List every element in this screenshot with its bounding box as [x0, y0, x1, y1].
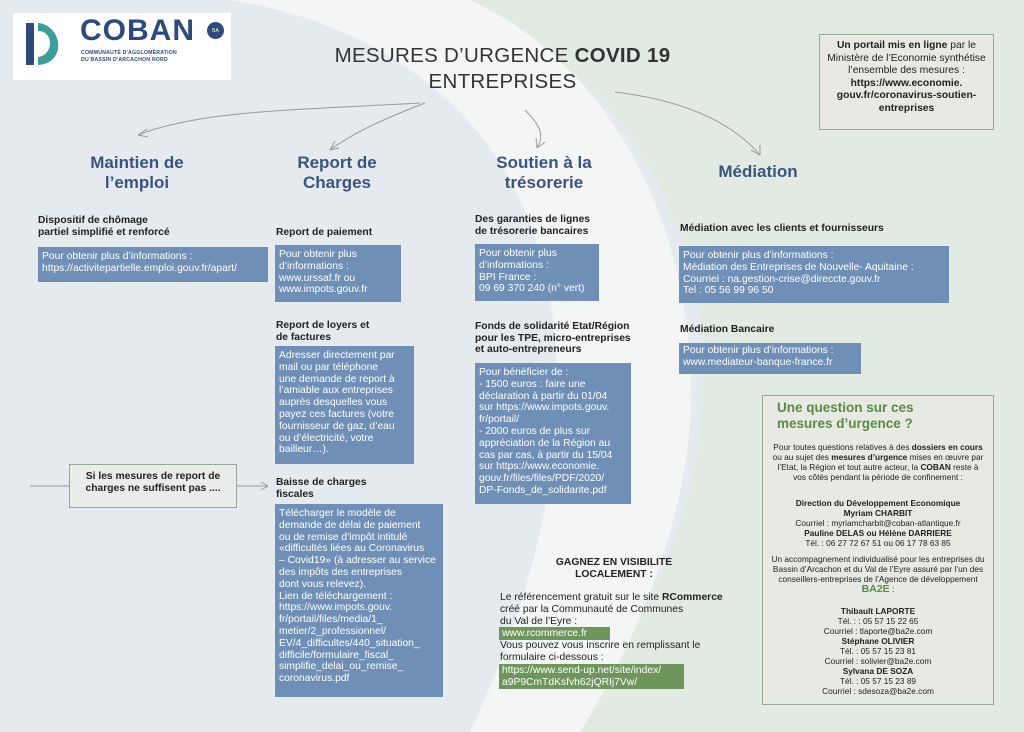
- link-impots-portail[interactable]: sur https://www.impots.gouv.: [479, 402, 610, 414]
- label-baisse-charges-fiscales: Baisse de charges fiscales: [276, 477, 367, 500]
- coban-logo-icon: [22, 21, 68, 67]
- link-impots[interactable]: www.impots.gouv.fr: [279, 284, 368, 296]
- box-mediation-bancaire: Pour obtenir plus d’informations : www.mediateur-banque-france.fr: [679, 343, 861, 374]
- logo-name: COBAN: [80, 14, 195, 47]
- contact3-email[interactable]: Courriel : tlaporte@ba2e.com: [823, 626, 933, 636]
- contact4-email[interactable]: Courriel : solivier@ba2e.com: [824, 656, 932, 666]
- heading-maintien-emploi: Maintien de l’emploi: [90, 153, 184, 192]
- label-mediation-bancaire: Médiation Bancaire: [680, 324, 775, 335]
- label-report-paiement: Report de paiement: [276, 227, 373, 238]
- portal-link[interactable]: https://www.economie. gouv.fr/coronavirus-soutien- entreprises: [836, 77, 977, 114]
- heading-soutien-tresorerie: Soutien à la trésorerie: [496, 153, 592, 192]
- link-urssaf[interactable]: www.urssaf.fr ou: [279, 272, 356, 284]
- visibilite-inscription-text: Vous pouvez vous inscrire en remplissant le formulaire ci-dessous :: [500, 640, 701, 663]
- logo-badge: BA: [207, 22, 224, 39]
- visibilite-text: Le référencement gratuit sur le site RCommerce créé par la Communauté de Communes du Val de l’Eyre :: [500, 592, 723, 627]
- contact5-email[interactable]: Courriel : sdesoza@ba2e.com: [822, 686, 934, 696]
- visibilite-title: GAGNEZ EN VISIBILITE LOCALEMENT :: [555, 557, 673, 581]
- box-baisse-charges-fiscales: Télécharger le modèle de demande de délai de paiement ou de remise d’impôt intitulé «difficultés liées au Coronavirus – Covid19» (à adresser au service des impôts des entreprises dont vous relevez). Lien de téléchargement : https://www.impots.gouv. fr/portail/files/media/1_ metier/2_professionnel/ EV/4_difficultes/440_situation_ difficile/formulaire_fiscal_ simplifie_delai_ou_remise_ coronavirus.pdf: [275, 504, 443, 697]
- box-report-paiement: Pour obtenir plus d’informations : www.urssaf.fr ou www.impots.gouv.fr: [275, 245, 401, 302]
- link-mediateur-banque[interactable]: www.mediateur-banque-france.fr: [683, 356, 833, 368]
- question-contacts-ba2e: Thibault LAPORTE Tél. : : 05 57 15 22 65 Courriel : tlaporte@ba2e.com Stéphane OLIVIER Tél. : 05 57 15 23 81 Courriel : solivier@ba2e.com Sylvana DE SOZA Tél. : 05 57 15 23 89 Courriel : sdesoza@ba2e.com: [822, 606, 934, 696]
- contact1-email[interactable]: Courriel : myriamcharbit@coban-atlantique.fr: [795, 518, 961, 528]
- heading-mediation: Médiation: [718, 162, 798, 181]
- link-send-up-form[interactable]: https://www.send-up.net/site/index/ a9P9CmTdKsfvh62jQRIj7Vw/: [499, 664, 684, 689]
- label-garanties-tresorerie: Des garanties de lignes de trésorerie bancaires: [475, 214, 591, 237]
- link-economie-pdf[interactable]: sur https://www.economie. gouv.fr/files/files/PDF/2020/ DP-Fonds_de_solidarite.pdf: [479, 461, 607, 496]
- link-formulaire-fiscal[interactable]: https://www.impots.gouv. fr/portail/files/media/1_ metier/2_professionnel/ EV/4_difficultes/440_situation_ difficile/formulaire_fiscal_ simplifie_delai_ou_remise_ coronavirus.pdf: [279, 602, 420, 685]
- heading-report-charges: Report de Charges: [297, 153, 377, 192]
- link-rcommerce[interactable]: www.rcommerce.fr: [499, 627, 610, 640]
- question-intro: Pour toutes questions relatives à des dossiers en cours ou au sujet des mesures d’urgence mises en œuvre par l’Etat, la Région et tout autre acteur, la COBAN reste à vos côtés pendant la période de confinement :: [772, 442, 984, 482]
- mediation-email-link[interactable]: Courriel : na.gestion-crise@direccte.gouv.fr: [683, 273, 881, 285]
- question-title: Une question sur ces mesures d’urgence ?: [777, 400, 914, 431]
- box-chomage-partiel: Pour obtenir plus d’informations : https://activitepartielle.emploi.gouv.fr/apart/: [38, 247, 268, 282]
- question-contacts-coban: Direction du Développement Economique Myriam CHARBIT Courriel : myriamcharbit@coban-atlantique.fr Pauline DELAS ou Hélène DARRIERE Tél. : 06 27 72 67 51 ou 06 17 78 63 85: [795, 498, 961, 548]
- portal-info-box: Un portail mis en ligne par le Ministère de l’Economie synthétise l’ensemble des mesures : https://www.economie. gouv.fr/coronavirus-soutien- entreprises: [819, 34, 994, 130]
- question-accompagnement: Un accompagnement individualisé pour les entreprises du Bassin d’Arcachon et du Val de l’Eyre assuré par l’un des conseillers-entreprises de l’Agence de développement BA2E :: [771, 554, 985, 595]
- label-report-loyers: Report de loyers et de factures: [276, 320, 370, 343]
- box-report-loyers: Adresser directement par mail ou par téléphone une demande de report à l’amiable aux entreprises auprès desquelles vous payez ces factures (votre fournisseur de gaz, d’eau ou d’électricité, votre bailleur…).: [275, 346, 414, 464]
- logo-subtitle: COMMUNAUTÉ D'AGGLOMÉRATION DU BASSIN D'ARCACHON NORD: [81, 50, 177, 63]
- box-fonds-solidarite: Pour bénéficier de : - 1500 euros : faire une déclaration à partir du 01/04 sur https://www.impots.gouv. fr/portail/ - 2000 euros de plus sur appréciation de la Région au cas par cas, à partir du 15/04 sur https://www.economie. gouv.fr/files/files/PDF/2020/ DP-Fonds_de_solidarite.pdf: [475, 363, 631, 504]
- box-garanties-tresorerie: Pour obtenir plus d’informations : BPI France : 09 69 370 240 (n° vert): [475, 244, 599, 301]
- question-box: [762, 395, 994, 705]
- callout-report-insuffisant: Si les mesures de report de charges ne suffisent pas ....: [69, 464, 237, 508]
- box-mediation-clients: Pour obtenir plus d’informations : Médiation des Entreprises de Nouvelle- Aquitaine : Courriel : na.gestion-crise@direccte.gouv.fr Tel : 05 56 99 96 50: [679, 246, 949, 303]
- link-activitepartielle[interactable]: https://activitepartielle.emploi.gouv.fr/apart/: [42, 262, 237, 274]
- label-mediation-clients: Médiation avec les clients et fournisseurs: [680, 223, 884, 234]
- label-chomage-partiel: Dispositif de chômage partiel simplifié et renforcé: [38, 215, 170, 238]
- page-title: MESURES D’URGENCE COVID 19 ENTREPRISES: [334, 44, 671, 93]
- label-fonds-solidarite: Fonds de solidarité Etat/Région pour les TPE, micro-entreprises et auto-entrepreneurs: [475, 321, 631, 355]
